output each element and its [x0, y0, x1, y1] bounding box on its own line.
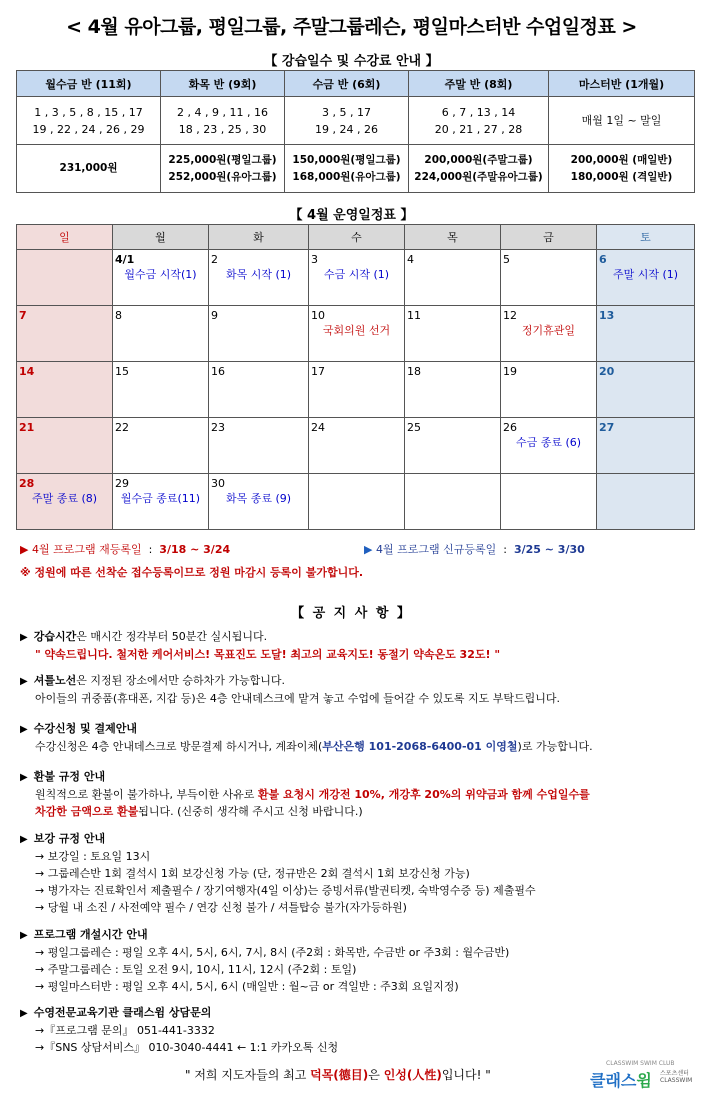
- calendar-week-row: [17, 362, 695, 418]
- day-number: 2: [211, 253, 218, 266]
- calendar-heading: 【 4월 운영일정표 】: [289, 208, 414, 223]
- list-item: → 평일그룹레슨 : 평일 오후 4시, 5시, 6시, 7시, 8시 (주2회 : 화목반, 수금반 or 주3회 : 월수금반): [35, 946, 510, 959]
- calendar-day-cell: [501, 474, 597, 530]
- weekday-header: 수: [309, 225, 405, 250]
- day-number: 25: [407, 421, 421, 434]
- day-number: 22: [115, 421, 129, 434]
- fee-days-cell: 1 , 3 , 5 , 8 , 15 , 17 19 , 22 , 24 , 26 , 29: [17, 97, 161, 145]
- calendar-day-cell: [209, 250, 309, 306]
- day-number: 13: [599, 309, 615, 322]
- calendar-day-cell: [17, 362, 113, 418]
- day-number: 27: [599, 421, 615, 434]
- list-item: → 당월 내 소진 / 사전예약 필수 / 연강 신청 불가 / 셔틀탑승 불가(자가등하원): [35, 901, 407, 914]
- day-event: 월수금 종료(11): [120, 492, 201, 505]
- list-item: → 주말그룹레슨 : 토일 오전 9시, 10시, 11시, 12시 (주2회 : 토일): [35, 963, 357, 976]
- day-event: 화목 종료 (9): [225, 492, 292, 505]
- weekday-header: 토: [597, 225, 695, 250]
- calendar-day-cell: [501, 418, 597, 474]
- fee-table-header-row: [17, 71, 695, 97]
- calendar-day-cell: [309, 362, 405, 418]
- day-number: 23: [211, 421, 225, 434]
- calendar-day-cell: [597, 474, 695, 530]
- fee-price-cell: 200,000원(주말그룹) 224,000원(주말유아그룹): [409, 145, 549, 193]
- day-number: 18: [407, 365, 421, 378]
- list-item: → 그룹레슨반 1회 결석시 1회 보강신청 가능 (단, 정규반은 2회 결석시 1회 보강신청 가능): [35, 867, 470, 880]
- fee-days-cell: 2 , 4 , 9 , 11 , 16 18 , 23 , 25 , 30: [161, 97, 285, 145]
- weekday-header: 월: [113, 225, 209, 250]
- notice-payment: ▶ 수강신청 및 결제안내 수강신청은 4층 안내데스크로 방문결제 하시거나, 계좌이체(부산은행 101-2068-6400-01 이영철)로 가능합니다.: [20, 720, 690, 755]
- day-number: 28: [19, 477, 35, 490]
- calendar-day-cell: [17, 418, 113, 474]
- fee-price-cell: 200,000원 (매일반) 180,000원 (격일반): [549, 145, 695, 193]
- calendar-day-cell: [309, 474, 405, 530]
- notice-refund: ▶ 환불 규정 안내 원칙적으로 환불이 불가하나, 부득이한 사유로 환불 요청시 개강전 10%, 개강후 20%의 위약금과 함께 수업일수를 차감한 금액으로 환불됩니다. (신중히 생각해 주시고 신청 바랍니다.): [20, 768, 690, 820]
- calendar-day-cell: [113, 474, 209, 530]
- calendar-day-cell: [309, 418, 405, 474]
- calendar-day-cell: [17, 250, 113, 306]
- fee-section-heading: 【 강습일수 및 수강료 안내 】: [264, 54, 439, 69]
- calendar-day-cell: [405, 474, 501, 530]
- calendar-day-cell: [501, 362, 597, 418]
- calendar-weekday-row: [17, 225, 695, 250]
- fee-price-cell: 225,000원(평일그룹) 252,000원(유아그룹): [161, 145, 285, 193]
- fee-table: [16, 70, 695, 193]
- day-event: 정기휴관일: [521, 324, 576, 337]
- list-item: →『SNS 상담서비스』 010-3040-4441 ← 1:1 카카오톡 신청: [35, 1041, 339, 1054]
- fee-price-cell: 231,000원: [17, 145, 161, 193]
- notice-heading: 【 공 지 사 항 】: [291, 606, 412, 621]
- calendar-week-row: [17, 306, 695, 362]
- fee-header-cell: 마스터반 (1개월): [549, 71, 695, 97]
- day-event: 수금 시작 (1): [323, 268, 390, 281]
- calendar-day-cell: [405, 418, 501, 474]
- triangle-right-icon: ▶: [364, 543, 373, 556]
- registration-warning: ※ 정원에 따른 선착순 접수등록이므로 정원 마감시 등록이 불가합니다.: [20, 566, 364, 579]
- calendar-day-cell: [501, 250, 597, 306]
- list-item: → 보강일 : 토요일 13시: [35, 850, 151, 863]
- list-item: → 평일마스터반 : 평일 오후 4시, 5시, 6시 (매일반 : 월~금 or 격일반 : 주3회 요일지정): [35, 980, 459, 993]
- day-number: 5: [503, 253, 510, 266]
- day-number: 30: [211, 477, 225, 490]
- fee-header-cell: 월수금 반 (11회): [17, 71, 161, 97]
- day-event: 화목 시작 (1): [225, 268, 292, 281]
- calendar-day-cell: [597, 418, 695, 474]
- fee-days-cell: 3 , 5 , 17 19 , 24 , 26: [285, 97, 409, 145]
- list-item: →『프로그램 문의』 051-441-3332: [35, 1024, 215, 1037]
- calendar-day-cell: [17, 306, 113, 362]
- notice-contact: ▶ 수영전문교육기관 클래스윔 상담문의 →『프로그램 문의』 051-441-3332 →『SNS 상담서비스』 010-3040-4441 ← 1:1 카카오톡 신청: [20, 1004, 690, 1056]
- weekday-header: 목: [405, 225, 501, 250]
- page-title: < 4월 유아그룹, 평일그룹, 주말그룹레슨, 평일마스터반 수업일정표 >: [66, 16, 637, 38]
- fee-header-cell: 주말 반 (8회): [409, 71, 549, 97]
- day-number: 29: [115, 477, 129, 490]
- calendar-day-cell: [405, 250, 501, 306]
- day-event: 국회의원 선거: [322, 324, 391, 337]
- fee-price-cell: 150,000원(평일그룹) 168,000원(유아그룹): [285, 145, 409, 193]
- notice-schedule: ▶ 프로그램 개설시간 안내 → 평일그룹레슨 : 평일 오후 4시, 5시, 6시, 7시, 8시 (주2회 : 화목반, 수금반 or 주3회 : 월수금반) → 주말그룹레슨 : 토일 오전 9시, 10시, 11시, 12시 (주2회 : 토일) → 평일마스터반 : 평일 오후 4시, 5시, 6시 (매일반 : 월~금 or 격일반 : 주3회 요일지정): [20, 926, 690, 995]
- notice-lesson-time: ▶ 강습시간은 매시간 정각부터 50분간 실시됩니다. " 약속드립니다. 철저한 케어서비스! 목표진도 도달! 최고의 교육지도! 동절기 약속온도 32도! ": [20, 628, 690, 663]
- day-number: 21: [19, 421, 35, 434]
- calendar-table: [16, 224, 695, 530]
- day-event: 수금 종료 (6): [515, 436, 582, 449]
- day-number: 15: [115, 365, 129, 378]
- fee-days-row: [17, 97, 695, 145]
- weekday-header: 금: [501, 225, 597, 250]
- calendar-day-cell: [209, 474, 309, 530]
- day-number: 12: [503, 309, 517, 322]
- day-number: 10: [311, 309, 325, 322]
- day-event: 월수금 시작(1): [124, 268, 197, 281]
- calendar-day-cell: [113, 362, 209, 418]
- calendar-day-cell: [405, 362, 501, 418]
- footer-motto: " 저희 지도자들의 최고 덕목(德目)은 인성(人性)입니다! ": [185, 1068, 491, 1082]
- triangle-right-icon: ▶: [20, 543, 29, 556]
- calendar-day-cell: [597, 250, 695, 306]
- day-event: 주말 종료 (8): [31, 492, 98, 505]
- day-number: 7: [19, 309, 27, 322]
- fee-days-cell: 매월 1일 ~ 말일: [549, 97, 695, 145]
- day-number: 24: [311, 421, 325, 434]
- bank-account: 부산은행 101-2068-6400-01 이영철: [322, 740, 518, 753]
- fee-header-cell: 화목 반 (9회): [161, 71, 285, 97]
- calendar-day-cell: [405, 306, 501, 362]
- calendar-day-cell: [209, 362, 309, 418]
- calendar-day-cell: [597, 362, 695, 418]
- notice-makeup: ▶ 보강 규정 안내 → 보강일 : 토요일 13시 → 그룹레슨반 1회 결석시 1회 보강신청 가능 (단, 정규반은 2회 결석시 1회 보강신청 가능) → 병가자는 진료확인서 제출필수 / 장기여행자(4일 이상)는 증빙서류(발권티켓, 숙박영수증 등) 제출필수 → 당월 내 소진 / 사전예약 필수 / 연강 신청 불가 / 셔틀탑승 불가(자가등하원): [20, 830, 690, 916]
- calendar-day-cell: [113, 306, 209, 362]
- calendar-week-row: [17, 418, 695, 474]
- day-number: 9: [211, 309, 218, 322]
- weekday-header: 일: [17, 225, 113, 250]
- day-number: 4: [407, 253, 414, 266]
- calendar-day-cell: [113, 250, 209, 306]
- re-registration-info: ▶ 4월 프로그램 재등록일 : 3/18 ~ 3/24: [20, 543, 231, 556]
- calendar-week-row: [17, 250, 695, 306]
- day-number: 19: [503, 365, 517, 378]
- fee-price-row: [17, 145, 695, 193]
- day-number: 26: [503, 421, 517, 434]
- day-number: 16: [211, 365, 225, 378]
- weekday-header: 화: [209, 225, 309, 250]
- fee-days-cell: 6 , 7 , 13 , 14 20 , 21 , 27 , 28: [409, 97, 549, 145]
- classwim-logo: CLASSWIM SWIM CLUB 클래스윔 스포츠센터 CLASSWIM: [590, 1060, 693, 1090]
- calendar-day-cell: [17, 474, 113, 530]
- notice-shuttle: ▶ 셔틀노선은 지정된 장소에서만 승하차가 가능합니다. 아이들의 귀중품(휴대폰, 지갑 등)은 4층 안내데스크에 맡겨 놓고 수업에 들어갈 수 있도록 지도 부탁드립니다.: [20, 672, 690, 707]
- calendar-day-cell: [309, 250, 405, 306]
- fee-header-cell: 수금 반 (6회): [285, 71, 409, 97]
- calendar-week-row: [17, 474, 695, 530]
- new-registration-info: ▶ 4월 프로그램 신규등록일 : 3/25 ~ 3/30: [364, 543, 585, 556]
- day-number: 6: [599, 253, 607, 266]
- calendar-day-cell: [209, 418, 309, 474]
- day-number: 3: [311, 253, 318, 266]
- day-number: 4/1: [115, 253, 135, 266]
- list-item: → 병가자는 진료확인서 제출필수 / 장기여행자(4일 이상)는 증빙서류(발권티켓, 숙박영수증 등) 제출필수: [35, 884, 536, 897]
- day-number: 14: [19, 365, 35, 378]
- calendar-day-cell: [209, 306, 309, 362]
- day-number: 20: [599, 365, 615, 378]
- day-number: 17: [311, 365, 325, 378]
- calendar-day-cell: [113, 418, 209, 474]
- day-event: 주말 시작 (1): [612, 268, 679, 281]
- calendar-day-cell: [309, 306, 405, 362]
- day-number: 11: [407, 309, 421, 322]
- day-number: 8: [115, 309, 122, 322]
- calendar-day-cell: [597, 306, 695, 362]
- calendar-day-cell: [501, 306, 597, 362]
